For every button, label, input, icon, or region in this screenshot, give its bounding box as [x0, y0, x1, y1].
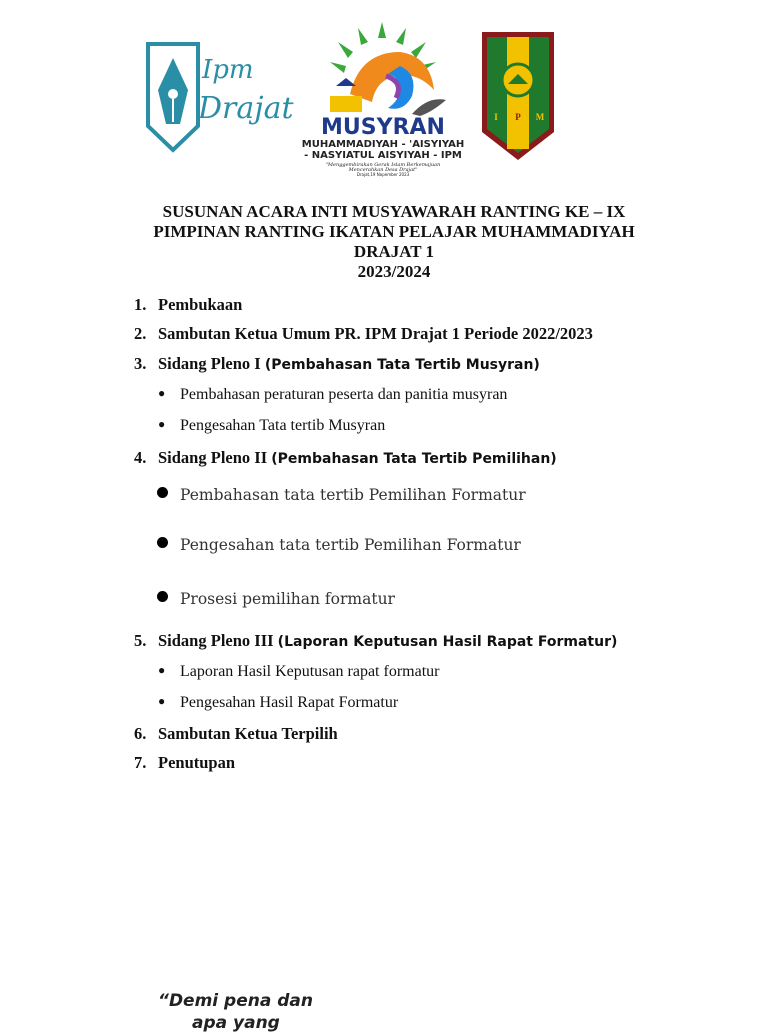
agenda-number: 3. [134, 354, 147, 373]
sub-item-text: Prosesi pemilihan formatur [180, 590, 395, 608]
musyran-line1: MUHAMMADIYAH - 'AISYIYAH [301, 139, 465, 150]
bullet-icon: ● [158, 417, 166, 431]
agenda-detail: (Pembahasan Tata Tertib Musyran) [264, 357, 540, 373]
title-line-4: 2023/2024 [357, 262, 431, 281]
sub-item-text: Pembahasan tata tertib Pemilihan Formatur [180, 486, 526, 504]
agenda-number: 1. [134, 295, 147, 314]
agenda-item-2 [134, 324, 593, 344]
title-line-3: DRAJAT 1 [353, 242, 435, 261]
bullet-icon: ● [158, 694, 166, 708]
sub-item-text: Pengesahan Tata tertib Musyran [180, 417, 386, 434]
sub-item [158, 694, 398, 712]
agenda-label: Sidang Pleno I [158, 354, 261, 373]
emblem-letter-m: M [535, 112, 545, 122]
title-line-1: SUSUNAN ACARA INTI MUSYAWARAH RANTING KE – IX [162, 202, 626, 221]
agenda-number: 5. [134, 631, 147, 650]
agenda-number: 7. [134, 753, 147, 772]
sub-item-text: Pengesahan Hasil Rapat Formatur [180, 694, 399, 711]
drajat-logo-text: Drajat [198, 91, 294, 126]
agenda-label: Penutupan [158, 753, 236, 772]
agenda-item-4 [134, 448, 557, 468]
bullet-icon [157, 537, 168, 548]
document-title [84, 202, 704, 282]
sub-item [158, 417, 385, 435]
agenda-label: Sambutan Ketua Terpilih [158, 724, 338, 743]
bullet-icon [157, 591, 168, 602]
agenda-number: 4. [134, 448, 147, 467]
agenda-item-6 [134, 724, 338, 744]
musyran-line2: - NASYIATUL AISYIYAH - IPM [304, 150, 462, 161]
sub-item-text: Laporan Hasil Keputusan rapat formatur [180, 663, 440, 680]
emblem-letter-p: P [515, 112, 521, 122]
agenda-item-7 [134, 753, 235, 773]
sub-item-text: Pembahasan peraturan peserta dan panitia musyran [180, 386, 508, 403]
agenda-detail: (Pembahasan Tata Tertib Pemilihan) [271, 451, 557, 467]
quote-line-2: apa yang [192, 1013, 280, 1033]
musyran-logo [300, 16, 466, 177]
logo-bar [0, 14, 768, 177]
sub-item [157, 536, 521, 554]
agenda-detail: (Laporan Keputusan Hasil Rapat Formatur) [277, 634, 618, 650]
sub-item [157, 590, 395, 608]
agenda-number: 2. [134, 324, 147, 343]
sub-item [157, 486, 526, 504]
musyran-date: Drajat,19 Nopember 2023 [356, 172, 410, 177]
musyran-title: MUSYRAN [321, 115, 445, 140]
agenda-item-3 [134, 354, 540, 374]
agenda-label: Pembukaan [158, 295, 243, 314]
bullet-icon: ● [158, 386, 166, 400]
quote-line-1: “Demi pena dan [158, 991, 313, 1011]
ipm-logo-text: Ipm [202, 55, 254, 85]
agenda-label: Sidang Pleno III [158, 631, 274, 650]
sub-item [158, 386, 507, 404]
bullet-icon [157, 487, 168, 498]
bullet-icon: ● [158, 663, 166, 677]
ipm-drajat-logo [140, 38, 300, 154]
agenda-label: Sidang Pleno II [158, 448, 268, 467]
sub-item-text: Pengesahan tata tertib Pemilihan Formatur [180, 536, 521, 554]
agenda-number: 6. [134, 724, 147, 743]
agenda-item-1 [134, 295, 242, 315]
title-line-2: PIMPINAN RANTING IKATAN PELAJAR MUHAMMADIYAH [153, 222, 635, 241]
sub-item [158, 663, 439, 681]
musyran-tagline: "Menggembirakan Gerak Islam Berkemajuan [325, 162, 441, 168]
agenda-item-5 [134, 631, 617, 651]
closing-quote [158, 990, 313, 1034]
agenda-label: Sambutan Ketua Umum PR. IPM Drajat 1 Periode 2022/2023 [158, 324, 593, 343]
emblem-letter-i: I [494, 112, 498, 122]
ipm-emblem-logo [478, 28, 558, 164]
musyran-tagline2: Mencerahkan Desa Drajat" [348, 167, 418, 173]
